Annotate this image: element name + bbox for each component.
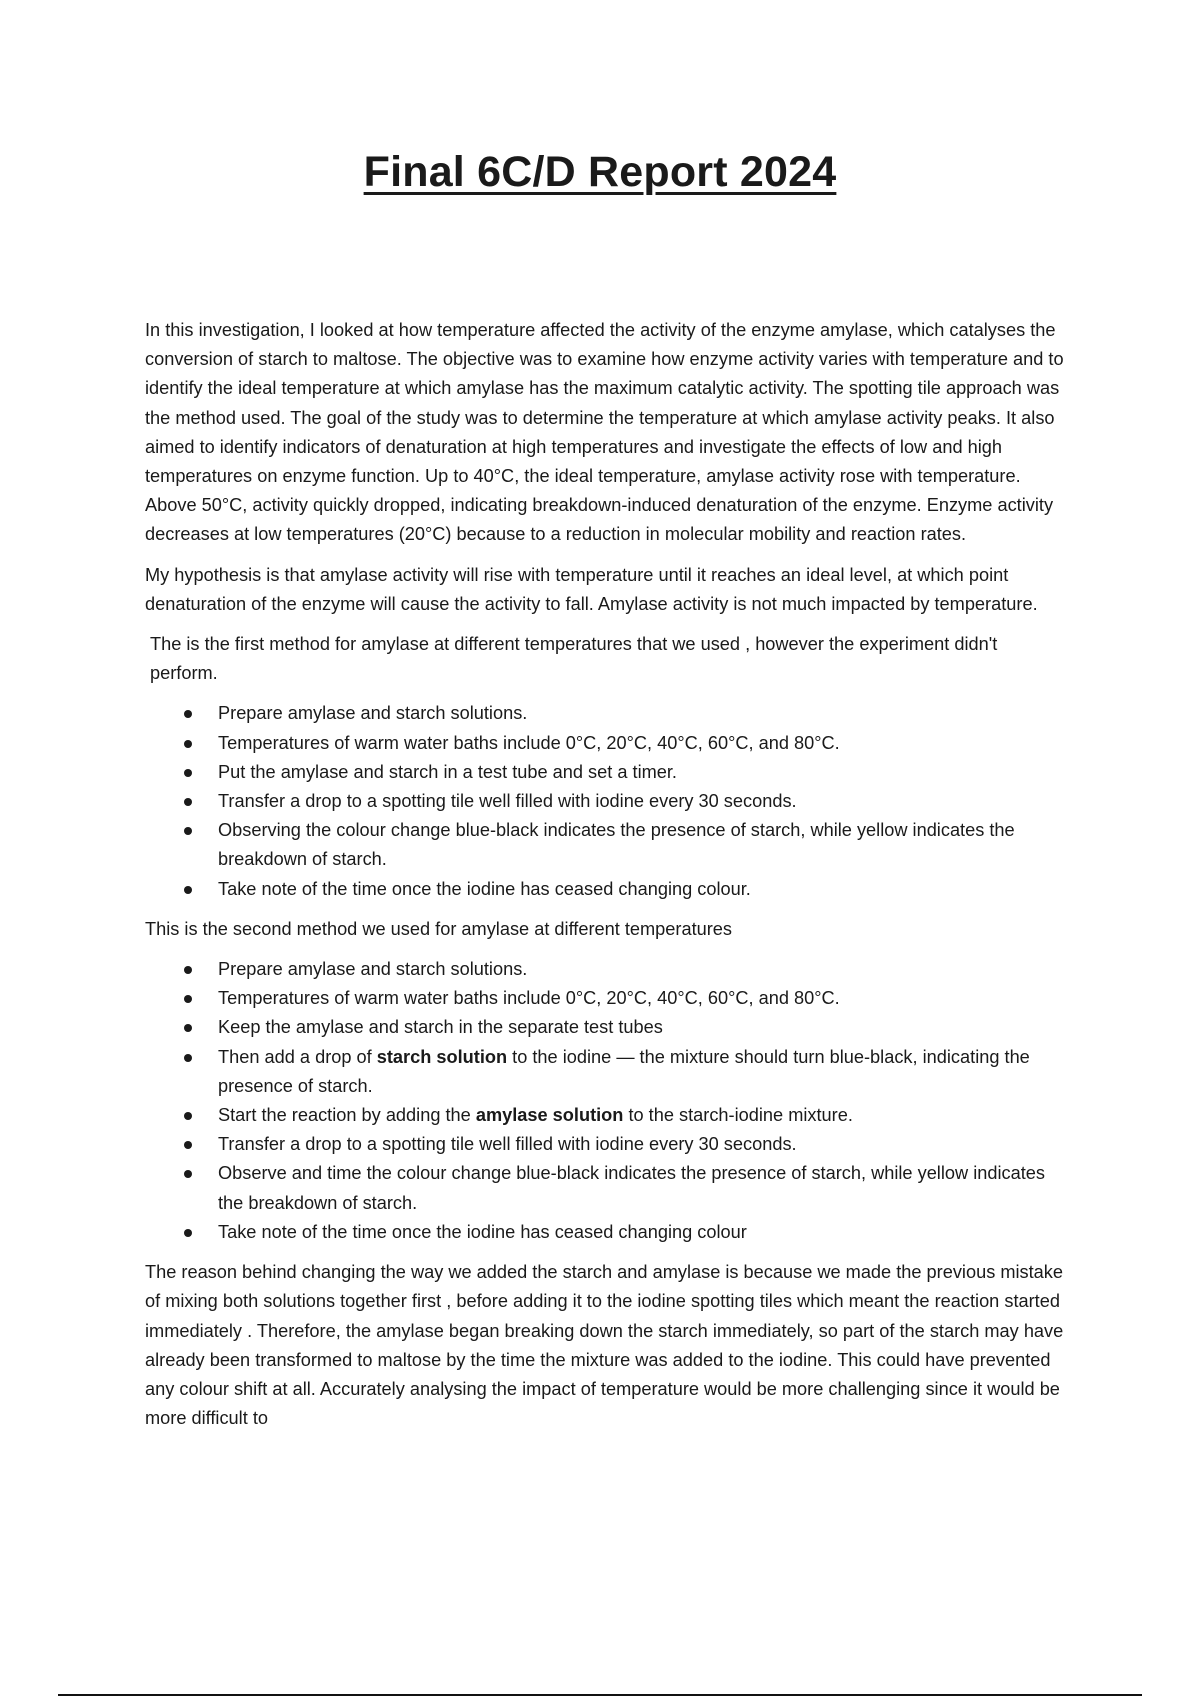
amylase-solution-term: amylase solution (475, 1105, 624, 1126)
list-item: Temperatures of warm water baths include 0°C, 20°C, 40°C, 60°C, and 80°C. (218, 729, 1065, 758)
method2-list (145, 955, 1065, 1247)
method1-intro: The is the first method for amylase at different temperatures that we used , however the experiment didn't perform. (150, 634, 998, 684)
step-text: Then add a drop of (218, 1046, 377, 1067)
list-item (218, 1043, 1065, 1101)
hypothesis-paragraph: My hypothesis is that amylase activity will rise with temperature until it reaches an ideal level, at which point denaturation of the enzyme will cause the activity to fall. Amylase activity is not much impacted by temperature. (145, 564, 1038, 614)
list-item: Transfer a drop to a spotting tile well filled with iodine every 30 seconds. (218, 787, 1065, 816)
reason-paragraph: The reason behind changing the way we added the starch and amylase is because we made the previous mistake of mixing both solutions together first , before adding it to the iodine spotting tiles which meant the reaction started immediately . Therefore, the amylase began breaking down the starch immediately, so part of the starch may have already been transformed to maltose by the time the mixture was added to the iodine. This could have prevented any colour shift at all. Accurately analysing the impact of temperature would be more challenging since it would be more difficult to (145, 1262, 1064, 1429)
document-title: Final 6C/D Report 2024 (363, 148, 837, 196)
starch-solution-term: starch solution (376, 1046, 508, 1067)
list-item: Prepare amylase and starch solutions. (218, 955, 1065, 984)
intro-paragraph: In this investigation, I looked at how temperature affected the activity of the enzyme amylase, which catalyses the conversion of starch to maltose. The objective was to examine how enzyme activity varies with temperature and to identify the ideal temperature at which amylase has the maximum catalytic activity. The spotting tile approach was the method used. The goal of the study was to determine the temperature at which amylase activity peaks. It also aimed to identify indicators of denaturation at high temperatures and investigate the effects of low and high temperatures on enzyme function. Up to 40°C, the ideal temperature, amylase activity rose with temperature. Above 50°C, activity quickly dropped, indicating breakdown-induced denaturation of the enzyme. Enzyme activity decreases at low temperatures (20°C) because to a reduction in molecular mobility and reaction rates. (145, 320, 1064, 545)
list-item: Take note of the time once the iodine has ceased changing colour (218, 1218, 1065, 1247)
list-item: Observe and time the colour change blue-black indicates the presence of starch, while yellow indicates the breakdown of starch. (218, 1159, 1065, 1217)
list-item: Observing the colour change blue-black indicates the presence of starch, while yellow indicates the breakdown of starch. (218, 816, 1065, 874)
document-body (145, 316, 1065, 1444)
footer-divider (58, 1694, 1142, 1696)
list-item: Prepare amylase and starch solutions. (218, 699, 1065, 728)
step-text: to the starch-iodine mixture. (623, 1105, 853, 1126)
step-text: to the iodine — the mixture should turn blue-black, indicating the presence of starch. (218, 1046, 1030, 1096)
list-item: Transfer a drop to a spotting tile well filled with iodine every 30 seconds. (218, 1130, 1065, 1159)
method1-list (145, 699, 1065, 903)
list-item: Put the amylase and starch in a test tube and set a timer. (218, 758, 1065, 787)
list-item: Take note of the time once the iodine has ceased changing colour. (218, 875, 1065, 904)
list-item: Keep the amylase and starch in the separate test tubes (218, 1013, 1065, 1042)
method2-intro: This is the second method we used for amylase at different temperatures (145, 918, 733, 939)
step-text: Start the reaction by adding the (218, 1105, 476, 1126)
list-item (218, 1101, 1065, 1130)
list-item: Temperatures of warm water baths include 0°C, 20°C, 40°C, 60°C, and 80°C. (218, 984, 1065, 1013)
